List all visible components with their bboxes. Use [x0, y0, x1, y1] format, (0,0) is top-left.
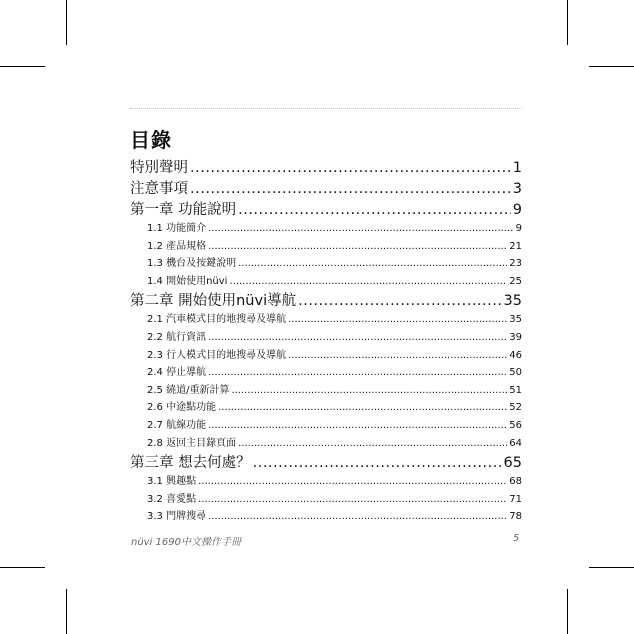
toc-chapter-entry[interactable]	[130, 177, 522, 198]
toc-entry-page: 9	[512, 202, 522, 218]
toc-entry-page: 35	[509, 314, 522, 326]
toc-entry-page: 9	[515, 223, 522, 234]
toc-entry-label: 1.2 產品規格	[147, 240, 207, 252]
toc-dot-leader	[229, 276, 507, 287]
toc-dot-leader	[198, 494, 507, 505]
toc-entry-label: 3.1 興趣點	[147, 476, 197, 488]
toc-entry-label: 第二章 開始使用nüvi導航	[130, 293, 297, 310]
toc-entry-label: 第一章 功能說明	[130, 202, 237, 218]
crop-mark-bottom-left-vertical	[66, 589, 67, 634]
toc-section-entry[interactable]	[130, 363, 522, 381]
crop-mark-bottom-right-horizontal	[589, 567, 634, 568]
crop-mark-top-left-vertical	[66, 0, 67, 45]
toc-section-entry[interactable]	[130, 398, 522, 416]
toc-entry-label: 2.8 返回主目錄頁面	[147, 437, 237, 449]
toc-dot-leader	[288, 314, 507, 325]
toc-dot-leader	[238, 258, 507, 269]
toc-entry-page: 51	[509, 384, 522, 396]
toc-dot-leader	[208, 223, 514, 234]
toc-entry-page: 78	[509, 511, 522, 523]
toc-entry-page: 68	[509, 476, 522, 488]
toc-dot-leader	[208, 332, 507, 343]
header-divider	[130, 108, 522, 109]
toc-entry-label: 2.7 航線功能	[147, 419, 207, 431]
toc-section-entry[interactable]	[130, 490, 522, 508]
toc-entry-page: 23	[509, 258, 522, 270]
toc-section-entry[interactable]	[130, 434, 522, 452]
toc-entry-page: 25	[509, 275, 522, 287]
toc-entry-label: 1.3 機台及按鍵說明	[147, 258, 237, 270]
toc-section-entry[interactable]	[130, 381, 522, 399]
toc-dot-leader	[238, 438, 507, 449]
toc-section-entry[interactable]	[130, 310, 522, 328]
toc-section-entry[interactable]	[130, 472, 522, 490]
toc-section-entry[interactable]	[130, 416, 522, 434]
toc-entry-page: 65	[503, 455, 522, 472]
toc-section-entry[interactable]	[130, 272, 522, 290]
toc-entry-label: 1.1 功能簡介	[147, 223, 207, 234]
toc-section-entry[interactable]	[130, 219, 522, 237]
toc-entry-label: 3.3 門牌搜尋	[147, 511, 207, 523]
toc-entry-label: 特別聲明	[130, 160, 188, 176]
toc-entry-page: 21	[509, 240, 522, 252]
toc-entry-page: 71	[509, 493, 522, 505]
toc-chapter-entry[interactable]	[130, 198, 522, 219]
toc-dot-leader	[208, 511, 507, 522]
page-title: 目錄	[130, 128, 172, 152]
toc-dot-leader	[208, 420, 507, 431]
crop-mark-bottom-right-vertical	[567, 589, 568, 634]
toc-section-entry[interactable]	[130, 237, 522, 255]
toc-entry-label: 注意事項	[130, 181, 188, 197]
crop-mark-top-right-horizontal	[589, 66, 634, 67]
toc-entry-label: 第三章 想去何處？	[130, 455, 251, 472]
toc-dot-leader	[253, 455, 502, 471]
toc-entry-label: 2.3 行人模式目的地搜尋及導航	[147, 349, 287, 361]
toc-dot-leader	[190, 181, 511, 197]
toc-entry-label: 2.6 中途點功能	[147, 402, 217, 414]
toc-dot-leader	[198, 476, 507, 487]
toc-section-entry[interactable]	[130, 254, 522, 272]
toc-entry-label: 3.2 喜愛點	[147, 493, 197, 505]
toc-dot-leader	[298, 293, 501, 309]
toc-dot-leader	[208, 367, 507, 378]
toc-entry-page: 46	[509, 349, 522, 361]
toc-entry-page: 39	[509, 331, 522, 343]
toc-entry-label: 2.4 停止導航	[147, 367, 207, 379]
crop-mark-top-left-horizontal	[0, 66, 45, 67]
toc-entry-page: 35	[503, 293, 522, 310]
toc-entry-page: 50	[509, 367, 522, 379]
toc-chapter-entry[interactable]	[130, 156, 522, 177]
toc-dot-leader	[288, 350, 507, 361]
toc-entry-page: 3	[512, 181, 522, 197]
toc-dot-leader	[218, 402, 507, 413]
toc-entry-label: 1.4 開始使用nüvi	[147, 275, 228, 287]
toc-entry-label: 2.2 航行資訊	[147, 331, 207, 343]
toc-entry-page: 64	[509, 437, 522, 449]
toc-chapter-entry[interactable]	[130, 451, 522, 472]
crop-mark-top-right-vertical	[567, 0, 568, 45]
footer-manual-title: nüvi 1690中文操作手冊	[131, 537, 241, 548]
footer-page-number: 5	[513, 533, 520, 544]
toc-section-entry[interactable]	[130, 328, 522, 346]
toc-chapter-entry[interactable]	[130, 289, 522, 310]
table-of-contents	[130, 156, 522, 525]
toc-entry-page: 1	[512, 160, 522, 176]
toc-entry-label: 2.1 汽車模式目的地搜尋及導航	[147, 314, 287, 326]
toc-section-entry[interactable]	[130, 507, 522, 525]
toc-dot-leader	[238, 202, 511, 218]
toc-entry-page: 52	[509, 402, 522, 414]
toc-dot-leader	[231, 385, 507, 396]
toc-dot-leader	[208, 241, 507, 252]
toc-entry-page: 56	[509, 419, 522, 431]
toc-dot-leader	[190, 160, 511, 176]
crop-mark-bottom-left-horizontal	[0, 567, 45, 568]
toc-entry-label: 2.5 繞道/重新計算	[147, 384, 230, 396]
toc-section-entry[interactable]	[130, 346, 522, 364]
